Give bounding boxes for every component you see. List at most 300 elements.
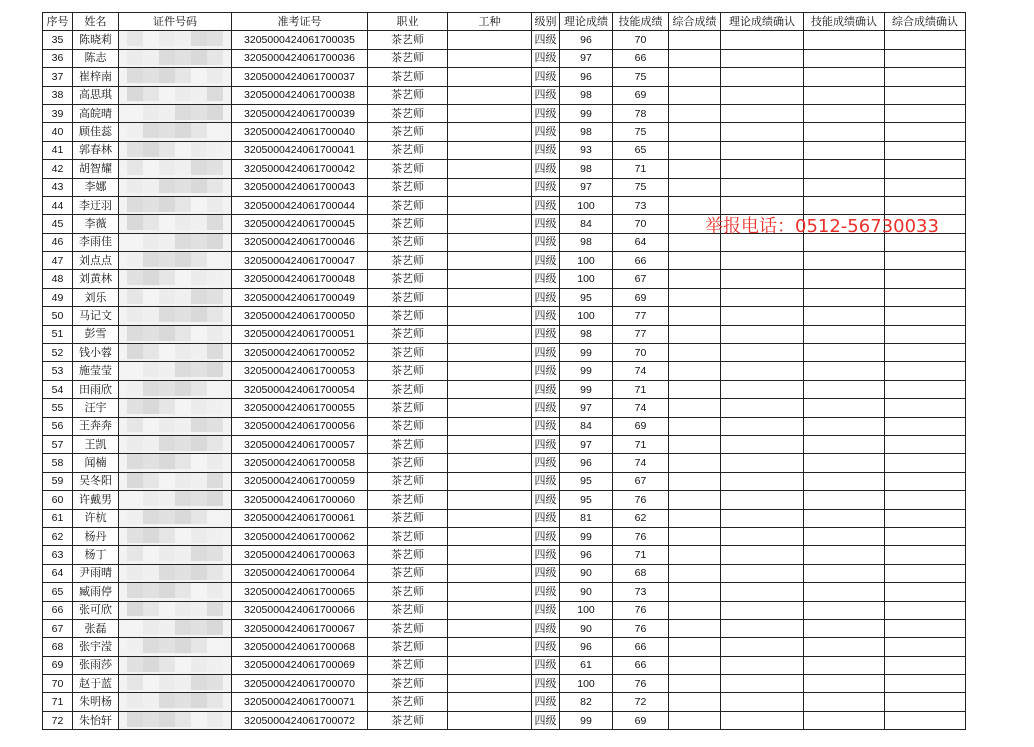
row-skill-confirm xyxy=(804,527,885,545)
row-theory-score: 84 xyxy=(560,417,613,435)
redaction-pixel xyxy=(127,509,143,524)
row-trade xyxy=(448,435,532,453)
table-row xyxy=(43,711,966,729)
row-skill-confirm xyxy=(804,435,885,453)
row-name: 刘乐 xyxy=(73,288,119,306)
row-level: 四级 xyxy=(532,362,560,380)
row-trade xyxy=(448,49,532,67)
row-no: 56 xyxy=(43,417,73,435)
row-level: 四级 xyxy=(532,656,560,674)
row-overall-confirm xyxy=(885,141,966,159)
redaction-pixel xyxy=(175,31,191,46)
redaction-pixel xyxy=(191,693,207,708)
redaction-pixel xyxy=(207,454,223,469)
row-skill-confirm xyxy=(804,546,885,564)
row-overall-score xyxy=(669,123,721,141)
redaction-pixel xyxy=(159,252,175,267)
redaction-pixel xyxy=(159,86,175,101)
redaction-pixel xyxy=(127,160,143,175)
row-no: 36 xyxy=(43,49,73,67)
row-skill-confirm xyxy=(804,49,885,67)
row-id-number-redacted xyxy=(119,509,232,527)
row-overall-confirm xyxy=(885,509,966,527)
row-exam-id: 3205000424061700068 xyxy=(232,638,368,656)
row-skill-score: 77 xyxy=(613,307,669,325)
row-theory-score: 97 xyxy=(560,178,613,196)
row-overall-score xyxy=(669,380,721,398)
row-overall-confirm xyxy=(885,68,966,86)
redaction-pixel xyxy=(143,619,159,634)
row-id-number-redacted xyxy=(119,270,232,288)
row-skill-score: 71 xyxy=(613,160,669,178)
row-no: 48 xyxy=(43,270,73,288)
row-job: 茶艺师 xyxy=(368,454,448,472)
row-overall-confirm xyxy=(885,31,966,49)
row-no: 70 xyxy=(43,675,73,693)
row-overall-score xyxy=(669,454,721,472)
redaction-pixel xyxy=(207,564,223,579)
row-job: 茶艺师 xyxy=(368,656,448,674)
row-id-number-redacted xyxy=(119,491,232,509)
row-exam-id: 3205000424061700038 xyxy=(232,86,368,104)
row-theory-score: 96 xyxy=(560,454,613,472)
row-trade xyxy=(448,86,532,104)
row-theory-score: 98 xyxy=(560,123,613,141)
redaction-pixel xyxy=(207,307,223,322)
row-overall-score xyxy=(669,288,721,306)
redaction-pixel xyxy=(175,141,191,156)
row-trade xyxy=(448,693,532,711)
table-row xyxy=(43,454,966,472)
redaction-pixel xyxy=(159,527,175,542)
redaction-pixel xyxy=(175,583,191,598)
redaction-pixel xyxy=(191,675,207,690)
row-job: 茶艺师 xyxy=(368,178,448,196)
col-header-exam-id: 准考证号 xyxy=(232,13,368,31)
redaction-pixel xyxy=(127,31,143,46)
row-level: 四级 xyxy=(532,325,560,343)
row-level: 四级 xyxy=(532,638,560,656)
row-no: 71 xyxy=(43,693,73,711)
row-name: 王奔奔 xyxy=(73,417,119,435)
col-header-level: 级别 xyxy=(532,13,560,31)
row-overall-score xyxy=(669,178,721,196)
row-overall-confirm xyxy=(885,656,966,674)
row-overall-confirm xyxy=(885,601,966,619)
row-level: 四级 xyxy=(532,380,560,398)
table-row xyxy=(43,472,966,490)
row-theory-score: 100 xyxy=(560,270,613,288)
row-trade xyxy=(448,31,532,49)
row-id-number-redacted xyxy=(119,454,232,472)
row-overall-confirm xyxy=(885,160,966,178)
redaction-pixel xyxy=(175,86,191,101)
redaction-pixel xyxy=(175,399,191,414)
redaction-pixel xyxy=(159,233,175,248)
row-overall-confirm xyxy=(885,638,966,656)
row-theory-confirm xyxy=(721,252,804,270)
table-row xyxy=(43,325,966,343)
row-skill-confirm xyxy=(804,564,885,582)
redaction-pixel xyxy=(143,252,159,267)
row-exam-id: 3205000424061700052 xyxy=(232,344,368,362)
table-row xyxy=(43,564,966,582)
table-row xyxy=(43,619,966,637)
row-level: 四级 xyxy=(532,601,560,619)
row-no: 49 xyxy=(43,288,73,306)
redaction-pixel xyxy=(191,141,207,156)
row-overall-confirm xyxy=(885,675,966,693)
row-id-number-redacted xyxy=(119,104,232,122)
row-skill-confirm xyxy=(804,160,885,178)
table-row xyxy=(43,509,966,527)
redaction-pixel xyxy=(175,693,191,708)
row-job: 茶艺师 xyxy=(368,160,448,178)
redaction-pixel xyxy=(143,160,159,175)
row-theory-score: 98 xyxy=(560,233,613,251)
row-trade xyxy=(448,619,532,637)
row-level: 四级 xyxy=(532,583,560,601)
row-overall-score xyxy=(669,399,721,417)
redaction-pixel xyxy=(143,454,159,469)
row-trade xyxy=(448,472,532,490)
row-id-number-redacted xyxy=(119,215,232,233)
redaction-pixel xyxy=(143,656,159,671)
row-no: 44 xyxy=(43,196,73,214)
row-theory-score: 100 xyxy=(560,307,613,325)
redaction-pixel xyxy=(175,675,191,690)
row-level: 四级 xyxy=(532,711,560,729)
row-no: 46 xyxy=(43,233,73,251)
redaction-pixel xyxy=(127,491,143,506)
row-skill-score: 69 xyxy=(613,86,669,104)
redaction-pixel xyxy=(143,233,159,248)
redaction-pixel xyxy=(175,325,191,340)
table-row xyxy=(43,141,966,159)
redaction-pixel xyxy=(191,288,207,303)
row-skill-confirm xyxy=(804,509,885,527)
row-theory-score: 96 xyxy=(560,638,613,656)
redaction-pixel xyxy=(175,472,191,487)
col-header-job: 职业 xyxy=(368,13,448,31)
row-trade xyxy=(448,307,532,325)
redaction-pixel xyxy=(159,380,175,395)
col-header-theory-confirm: 理论成绩确认 xyxy=(721,13,804,31)
row-overall-confirm xyxy=(885,104,966,122)
redaction-pixel xyxy=(207,362,223,377)
redaction-pixel xyxy=(175,601,191,616)
row-id-number-redacted xyxy=(119,141,232,159)
row-trade xyxy=(448,362,532,380)
redaction-pixel xyxy=(191,435,207,450)
col-header-theory: 理论成绩 xyxy=(560,13,613,31)
row-theory-confirm xyxy=(721,454,804,472)
row-level: 四级 xyxy=(532,564,560,582)
redaction-pixel xyxy=(159,619,175,634)
redaction-pixel xyxy=(143,711,159,726)
row-level: 四级 xyxy=(532,344,560,362)
row-theory-score: 100 xyxy=(560,675,613,693)
redaction-pixel xyxy=(207,619,223,634)
table-row xyxy=(43,601,966,619)
redaction-pixel xyxy=(175,454,191,469)
redaction-pixel xyxy=(207,252,223,267)
redaction-pixel xyxy=(207,288,223,303)
row-exam-id: 3205000424061700061 xyxy=(232,509,368,527)
row-theory-confirm xyxy=(721,527,804,545)
redaction-pixel xyxy=(143,583,159,598)
row-no: 50 xyxy=(43,307,73,325)
row-skill-confirm xyxy=(804,344,885,362)
row-level: 四级 xyxy=(532,307,560,325)
redaction-pixel xyxy=(127,564,143,579)
row-no: 45 xyxy=(43,215,73,233)
row-overall-confirm xyxy=(885,49,966,67)
redaction-pixel xyxy=(159,362,175,377)
row-overall-confirm xyxy=(885,417,966,435)
row-name: 张雨莎 xyxy=(73,656,119,674)
table-row xyxy=(43,252,966,270)
row-skill-confirm xyxy=(804,288,885,306)
row-theory-score: 93 xyxy=(560,141,613,159)
row-skill-score: 72 xyxy=(613,693,669,711)
row-job: 茶艺师 xyxy=(368,104,448,122)
row-theory-score: 99 xyxy=(560,711,613,729)
row-overall-score xyxy=(669,583,721,601)
row-overall-confirm xyxy=(885,564,966,582)
row-job: 茶艺师 xyxy=(368,233,448,251)
redaction-pixel xyxy=(175,178,191,193)
redaction-pixel xyxy=(143,435,159,450)
row-no: 41 xyxy=(43,141,73,159)
row-level: 四级 xyxy=(532,141,560,159)
redaction-pixel xyxy=(159,344,175,359)
row-exam-id: 3205000424061700057 xyxy=(232,435,368,453)
redaction-pixel xyxy=(175,362,191,377)
redaction-pixel xyxy=(143,693,159,708)
redaction-pixel xyxy=(127,601,143,616)
row-theory-confirm xyxy=(721,491,804,509)
row-theory-score: 90 xyxy=(560,564,613,582)
row-skill-confirm xyxy=(804,307,885,325)
row-skill-score: 70 xyxy=(613,215,669,233)
redaction-pixel xyxy=(159,141,175,156)
redaction-pixel xyxy=(207,123,223,138)
col-header-name: 姓名 xyxy=(73,13,119,31)
row-exam-id: 3205000424061700041 xyxy=(232,141,368,159)
row-id-number-redacted xyxy=(119,362,232,380)
col-header-overall: 综合成绩 xyxy=(669,13,721,31)
row-theory-score: 95 xyxy=(560,491,613,509)
row-id-number-redacted xyxy=(119,435,232,453)
redaction-pixel xyxy=(127,344,143,359)
row-overall-confirm xyxy=(885,288,966,306)
row-level: 四级 xyxy=(532,417,560,435)
row-job: 茶艺师 xyxy=(368,288,448,306)
row-name: 汪宇 xyxy=(73,399,119,417)
row-name: 高思琪 xyxy=(73,86,119,104)
row-job: 茶艺师 xyxy=(368,380,448,398)
redaction-pixel xyxy=(175,380,191,395)
redaction-pixel xyxy=(191,307,207,322)
row-theory-confirm xyxy=(721,104,804,122)
row-id-number-redacted xyxy=(119,472,232,490)
row-exam-id: 3205000424061700049 xyxy=(232,288,368,306)
row-id-number-redacted xyxy=(119,307,232,325)
row-theory-score: 97 xyxy=(560,49,613,67)
redaction-pixel xyxy=(191,325,207,340)
row-theory-score: 99 xyxy=(560,527,613,545)
row-name: 陈志 xyxy=(73,49,119,67)
row-exam-id: 3205000424061700054 xyxy=(232,380,368,398)
col-header-overall-confirm: 综合成绩确认 xyxy=(885,13,966,31)
redaction-pixel xyxy=(143,178,159,193)
redaction-pixel xyxy=(159,711,175,726)
table-row xyxy=(43,491,966,509)
row-id-number-redacted xyxy=(119,711,232,729)
row-id-number-redacted xyxy=(119,656,232,674)
redaction-pixel xyxy=(175,711,191,726)
row-level: 四级 xyxy=(532,252,560,270)
redaction-pixel xyxy=(159,509,175,524)
table-body xyxy=(43,31,966,730)
redaction-pixel xyxy=(191,362,207,377)
row-job: 茶艺师 xyxy=(368,215,448,233)
row-theory-score: 97 xyxy=(560,399,613,417)
row-theory-confirm xyxy=(721,380,804,398)
row-skill-confirm xyxy=(804,325,885,343)
redaction-pixel xyxy=(191,491,207,506)
row-overall-confirm xyxy=(885,362,966,380)
row-job: 茶艺师 xyxy=(368,546,448,564)
row-theory-confirm xyxy=(721,435,804,453)
row-exam-id: 3205000424061700055 xyxy=(232,399,368,417)
row-theory-confirm xyxy=(721,417,804,435)
row-name: 许杭 xyxy=(73,509,119,527)
row-no: 68 xyxy=(43,638,73,656)
row-name: 朱怡轩 xyxy=(73,711,119,729)
redaction-pixel xyxy=(175,270,191,285)
row-job: 茶艺师 xyxy=(368,527,448,545)
row-exam-id: 3205000424061700056 xyxy=(232,417,368,435)
row-job: 茶艺师 xyxy=(368,252,448,270)
row-no: 47 xyxy=(43,252,73,270)
row-job: 茶艺师 xyxy=(368,638,448,656)
row-skill-score: 69 xyxy=(613,711,669,729)
row-skill-score: 73 xyxy=(613,583,669,601)
row-skill-confirm xyxy=(804,362,885,380)
row-theory-score: 61 xyxy=(560,656,613,674)
table-row xyxy=(43,68,966,86)
redaction-pixel xyxy=(191,472,207,487)
row-skill-confirm xyxy=(804,141,885,159)
row-trade xyxy=(448,583,532,601)
row-exam-id: 3205000424061700072 xyxy=(232,711,368,729)
row-job: 茶艺师 xyxy=(368,619,448,637)
redaction-pixel xyxy=(159,472,175,487)
redaction-pixel xyxy=(207,546,223,561)
redaction-pixel xyxy=(207,49,223,64)
row-exam-id: 3205000424061700067 xyxy=(232,619,368,637)
row-skill-score: 76 xyxy=(613,527,669,545)
row-level: 四级 xyxy=(532,399,560,417)
redaction-pixel xyxy=(143,417,159,432)
row-overall-score xyxy=(669,711,721,729)
row-job: 茶艺师 xyxy=(368,564,448,582)
redaction-pixel xyxy=(175,160,191,175)
table-row xyxy=(43,104,966,122)
row-name: 田雨欣 xyxy=(73,380,119,398)
row-name: 张磊 xyxy=(73,619,119,637)
redaction-pixel xyxy=(207,325,223,340)
col-header-trade: 工种 xyxy=(448,13,532,31)
redaction-pixel xyxy=(207,141,223,156)
row-name: 李娜 xyxy=(73,178,119,196)
row-id-number-redacted xyxy=(119,123,232,141)
row-skill-score: 71 xyxy=(613,435,669,453)
row-overall-confirm xyxy=(885,399,966,417)
row-level: 四级 xyxy=(532,160,560,178)
redaction-pixel xyxy=(127,711,143,726)
row-no: 72 xyxy=(43,711,73,729)
row-skill-score: 77 xyxy=(613,325,669,343)
redaction-pixel xyxy=(143,399,159,414)
redaction-pixel xyxy=(175,68,191,83)
redaction-pixel xyxy=(191,123,207,138)
row-exam-id: 3205000424061700048 xyxy=(232,270,368,288)
table-row xyxy=(43,344,966,362)
redaction-pixel xyxy=(159,49,175,64)
redaction-pixel xyxy=(175,564,191,579)
redaction-pixel xyxy=(159,196,175,211)
row-trade xyxy=(448,601,532,619)
redaction-pixel xyxy=(143,31,159,46)
row-theory-confirm xyxy=(721,711,804,729)
row-name: 朱明杨 xyxy=(73,693,119,711)
row-level: 四级 xyxy=(532,527,560,545)
row-id-number-redacted xyxy=(119,325,232,343)
redaction-pixel xyxy=(143,527,159,542)
row-exam-id: 3205000424061700047 xyxy=(232,252,368,270)
row-theory-score: 81 xyxy=(560,509,613,527)
redaction-pixel xyxy=(127,399,143,414)
row-theory-score: 98 xyxy=(560,325,613,343)
redaction-pixel xyxy=(159,307,175,322)
redaction-pixel xyxy=(159,546,175,561)
redaction-pixel xyxy=(143,546,159,561)
redaction-pixel xyxy=(191,399,207,414)
table-row xyxy=(43,362,966,380)
table-row xyxy=(43,656,966,674)
header-row xyxy=(43,13,966,31)
row-id-number-redacted xyxy=(119,583,232,601)
table-row xyxy=(43,288,966,306)
redaction-pixel xyxy=(143,123,159,138)
row-overall-confirm xyxy=(885,86,966,104)
row-theory-confirm xyxy=(721,288,804,306)
table-row xyxy=(43,583,966,601)
redaction-pixel xyxy=(127,583,143,598)
row-theory-score: 95 xyxy=(560,472,613,490)
row-theory-confirm xyxy=(721,141,804,159)
report-hotline-watermark: 举报电话：0512-56730033 xyxy=(705,216,939,237)
row-overall-confirm xyxy=(885,693,966,711)
row-theory-confirm xyxy=(721,86,804,104)
redaction-pixel xyxy=(191,527,207,542)
row-skill-score: 75 xyxy=(613,68,669,86)
row-id-number-redacted xyxy=(119,252,232,270)
row-overall-score xyxy=(669,546,721,564)
